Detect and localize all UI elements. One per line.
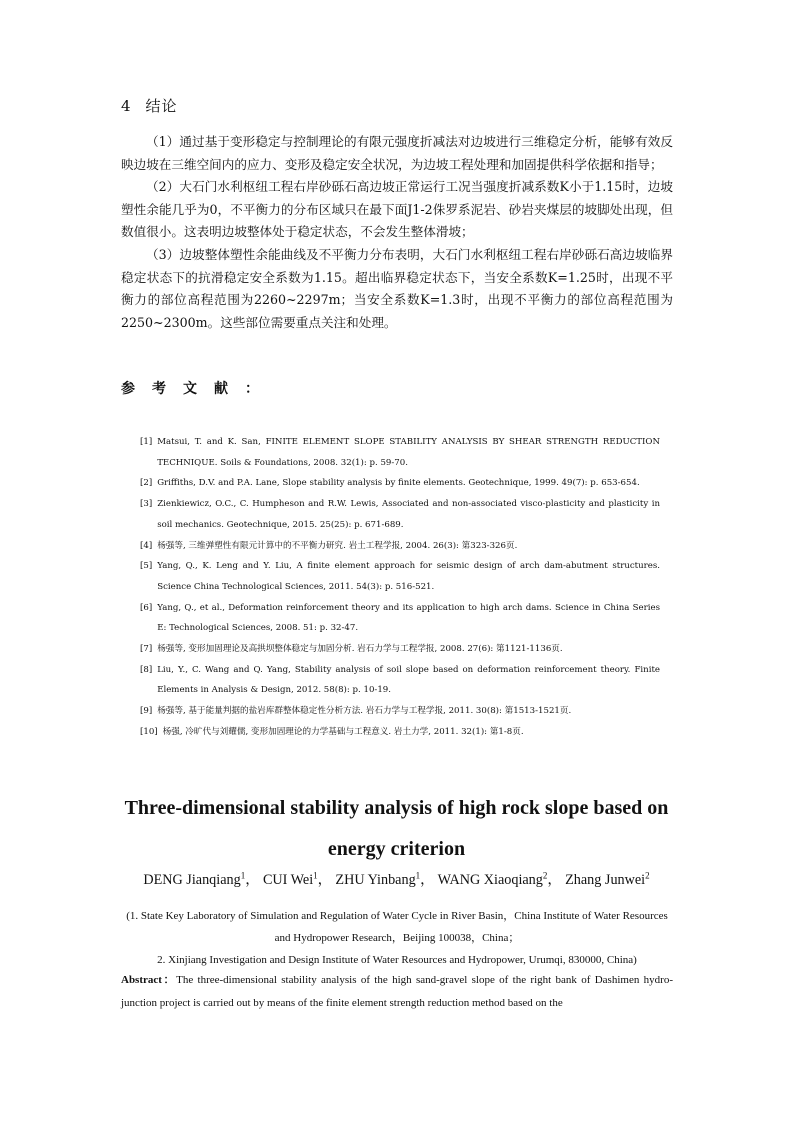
author-affiliation-mark: 2: [542, 870, 548, 880]
reference-number: [10]: [140, 726, 158, 737]
reference-text: Zienkiewicz, O.C., C. Humpheson and R.W. Lewis, Associated and non-associated visco-plasticity and plasticity in soil mechanics. Geotechnique, 2015. 25(25): p. 671-689.: [157, 499, 660, 530]
references-heading: 参考文献：: [121, 381, 276, 397]
author-list: [130, 866, 663, 890]
affiliations: [121, 905, 673, 971]
author: [438, 872, 562, 888]
reference-item: [140, 432, 660, 473]
reference-text: Liu, Y., C. Wang and Q. Yang, Stability analysis of soil slope based on deformation reinforcement theory. Finite Elements in Analysis & Design, 2012. 58(8): p. 10-19.: [157, 664, 660, 696]
author-separator: ，: [547, 871, 562, 888]
author-affiliation-mark: 2: [645, 870, 650, 880]
reference-text: Griffiths, D.V. and P.A. Lane, Slope stability analysis by finite elements. Geotechnique, 1999. 49(7): p. 653-654.: [157, 478, 640, 489]
reference-number: [5]: [140, 561, 153, 572]
author-name: ZHU Yinbang: [335, 871, 416, 888]
author-separator: ，: [420, 871, 435, 888]
reference-item: [140, 598, 660, 639]
reference-item: [140, 660, 660, 701]
conclusion-paragraph: （3）边坡整体塑性余能曲线及不平衡力分布表明，大石门水利枢纽工程右岸砂砾石高边坡临界稳定状态下的抗滑稳定安全系数为1.15。超出临界稳定状态下，当安全系数K=1.25时，出现不平衡力的部位高程范围为2260~2297m；当安全系数K=1.3时，出现不平衡力的部位高程范围为2250~2300m。这些部位需要重点关注和处理。: [121, 246, 673, 330]
section-heading: [121, 95, 178, 116]
affiliation-line: (1. State Key Laboratory of Simulation and Regulation of Water Cycle in River Basin，China Institute of Water Resources and Hydropower Research，Beijing 100038，China；: [126, 910, 668, 944]
reference-number: [3]: [140, 499, 153, 510]
reference-number: [2]: [140, 478, 153, 489]
author-name: DENG Jianqiang: [143, 871, 241, 888]
author-name: CUI Wei: [262, 871, 314, 888]
reference-text: 杨强, 冷旷代与刘耀儒, 变形加固理论的力学基础与工程意义. 岩土力学, 2011. 32(1): 第1-8页.: [162, 726, 524, 737]
reference-item: [140, 722, 660, 743]
author: [335, 872, 434, 888]
author: [263, 872, 332, 888]
english-title: Three-dimensional stability analysis of high rock slope based on energy criterion: [124, 797, 669, 860]
author: [143, 872, 259, 888]
reference-number: [8]: [140, 664, 153, 675]
author-name: WANG Xiaoqiang: [437, 871, 543, 888]
section-title: 结论: [145, 97, 178, 115]
reference-number: [6]: [140, 602, 153, 613]
author-name: Zhang Junwei: [565, 871, 646, 888]
reference-number: [9]: [140, 706, 153, 717]
reference-number: [1]: [140, 437, 153, 447]
reference-item: [140, 536, 660, 557]
abstract: [121, 969, 673, 1014]
author-affiliation-mark: 1: [313, 870, 318, 880]
reference-text: Yang, Q., et al., Deformation reinforcement theory and its application to high arch dams. Science in China Series E: Technological Sciences, 2008. 51: p. 32-47.: [157, 602, 660, 634]
section-number: 4: [121, 97, 132, 115]
reference-text: 杨强等, 三维弹塑性有限元计算中的不平衡力研究. 岩土工程学报, 2004. 26(3): 第323-326页.: [157, 540, 518, 551]
reference-text: Yang, Q., K. Leng and Y. Liu, A finite element approach for seismic design of arch dam-abutment structures. Science China Technological Sciences, 2011. 54(3): p. 516-521.: [157, 561, 660, 592]
author-separator: ，: [245, 871, 260, 888]
abstract-label: Abstract：: [121, 974, 177, 986]
abstract-text: The three-dimensional stability analysis of the high sand-gravel slope of the right bank of Dashimen hydro-junction project is carried out by means of the finite element strength reduction method based on the: [121, 974, 673, 1009]
affiliation-line: 2. Xinjiang Investigation and Design Institute of Water Resources and Hydropower, Urumqi, 830000, China): [157, 954, 637, 966]
reference-list: [140, 432, 660, 743]
reference-text: 杨强等, 基于能量判据的盐岩库群整体稳定性分析方法. 岩石力学与工程学报, 2011. 30(8): 第1513-1521页.: [157, 706, 572, 717]
reference-item: [140, 494, 660, 535]
reference-item: [140, 639, 660, 660]
reference-item: [140, 473, 660, 494]
author-affiliation-mark: 1: [415, 870, 421, 880]
author-affiliation-mark: 1: [240, 870, 246, 880]
author-separator: ，: [317, 871, 332, 888]
reference-item: [140, 701, 660, 722]
reference-item: [140, 556, 660, 597]
author: [565, 872, 650, 888]
conclusion-paragraph: （2）大石门水利枢纽工程右岸砂砾石高边坡正常运行工况当强度折减系数K小于1.15时，边坡塑性余能几乎为0，不平衡力的分布区域只在最下面J1-2侏罗系泥岩、砂岩夹煤层的坡脚处出现，但数值很小。这表明边坡整体处于稳定状态，不会发生整体滑坡；: [121, 179, 673, 240]
reference-number: [4]: [140, 540, 153, 551]
reference-text: Matsui, T. and K. San, FINITE ELEMENT SLOPE STABILITY ANALYSIS BY SHEAR STRENGTH REDUCTION TECHNIQUE. Soils & Foundations, 2008. 32(1): p. 59-70.: [157, 437, 660, 468]
conclusion-paragraph: （1）通过基于变形稳定与控制理论的有限元强度折减法对边坡进行三维稳定分析，能够有效反映边坡在三维空间内的应力、变形及稳定安全状况，为边坡工程处理和加固提供科学依据和指导；: [121, 134, 673, 172]
reference-text: 杨强等, 变形加固理论及高拱坝整体稳定与加固分析. 岩石力学与工程学报, 2008. 27(6): 第1121-1136页.: [157, 644, 563, 655]
reference-number: [7]: [140, 644, 153, 655]
conclusions-body: [121, 131, 673, 334]
